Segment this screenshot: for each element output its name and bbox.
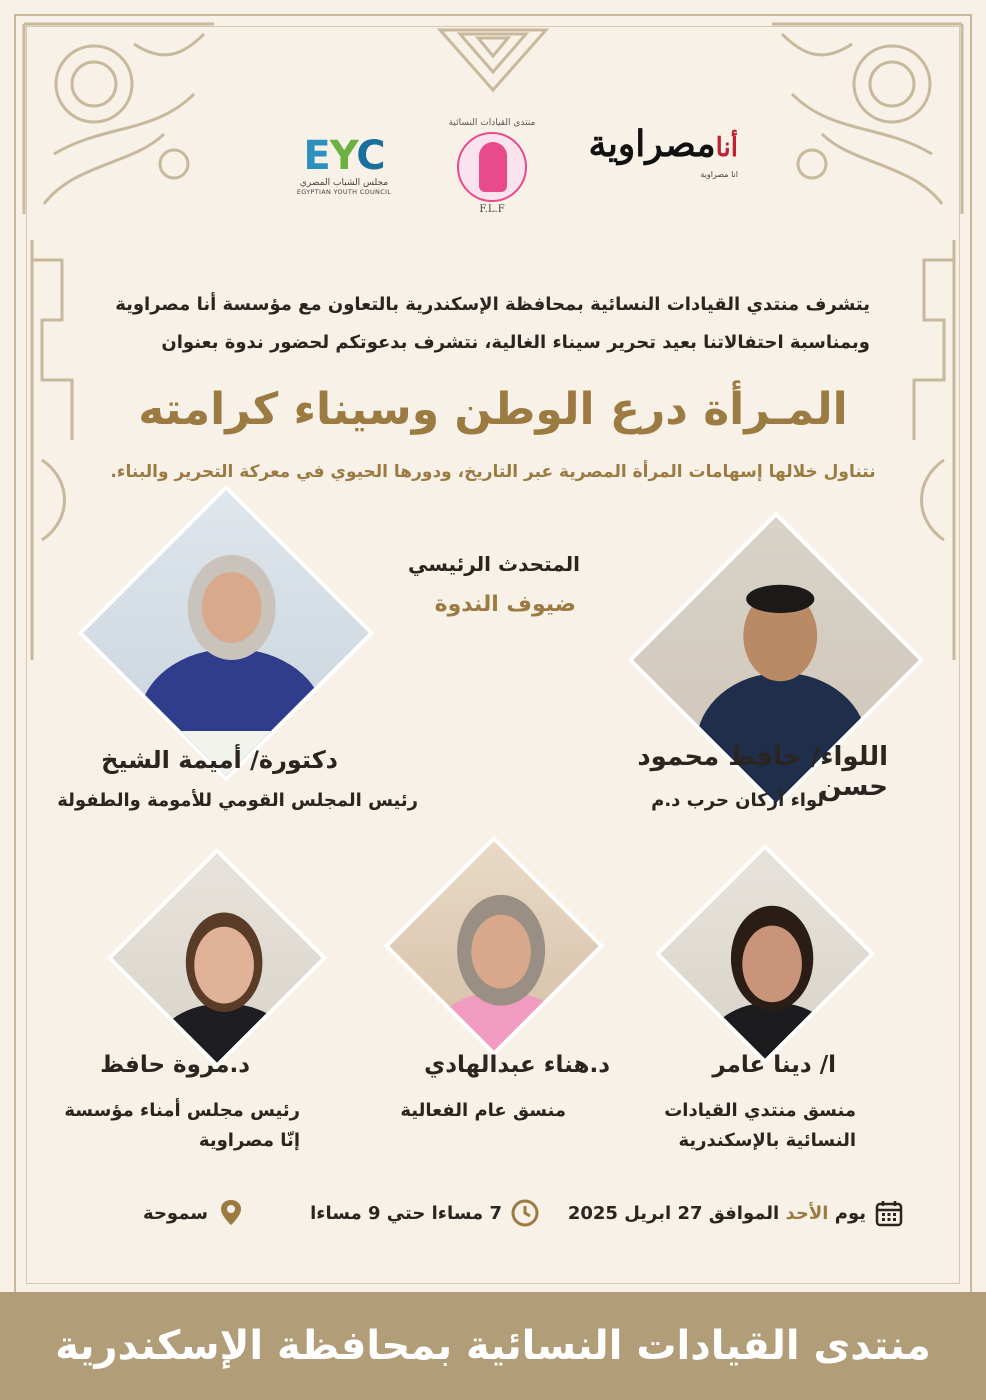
event-place (143, 1198, 246, 1228)
speaker-name-dina: ا/ دينا عامر (712, 1052, 836, 1078)
womens-forum-logo (440, 118, 544, 215)
side-ornament-left (22, 240, 92, 660)
masrawya-logo-word: أنامصراوية (588, 123, 738, 165)
speaker-name-omaima: دكتورة/ أميمة الشيخ (101, 746, 338, 774)
keynote-speaker-label: المتحدث الرئيسي (407, 552, 580, 576)
forum-logo-emblem (457, 132, 527, 202)
event-time-text: 7 مساءا حتي 9 مساءا (310, 1202, 502, 1224)
speaker-role-marwa-line2: إنّا مصراوية (198, 1130, 300, 1151)
speaker-role-marwa-line1: رئيس مجلس أمناء مؤسسة (64, 1100, 300, 1121)
eyc-logo-mark: EYC (303, 133, 385, 179)
speaker-name-hanaa: د.هناء عبدالهادي (424, 1052, 610, 1078)
event-date (568, 1198, 904, 1228)
side-ornament-right (894, 240, 964, 660)
intro-line-2: وبمناسبة احتفالاتنا بعيد تحرير سيناء الغالية، نتشرف بدعوتكم لحضور ندوة بعنوان (161, 332, 870, 353)
speaker-role-marwa (30, 1096, 300, 1156)
corner-ornament-top-left (14, 14, 244, 244)
speaker-role-dina-line1: منسق منتدي القيادات (664, 1100, 856, 1121)
forum-logo-abbr: F.L.F (479, 204, 505, 215)
calendar-icon (874, 1198, 904, 1228)
intro-line-1: يتشرف منتدي القيادات النسائية بمحافظة الإسكندرية بالتعاون مع مؤسسة أنا مصراوية (115, 294, 870, 315)
location-pin-icon (216, 1198, 246, 1228)
masrawya-logo-tag: انا مصراوية (700, 170, 738, 179)
clock-icon (510, 1198, 540, 1228)
seminar-title: المـرأة درع الوطن وسيناء كرامته (138, 384, 848, 435)
event-day-prefix: يوم (834, 1202, 866, 1224)
speaker-name-hafez: اللواء/ حافظ محمود حسن (637, 742, 888, 802)
event-day: الأحد (785, 1202, 829, 1224)
speaker-name-marwa: د.مروة حافظ (100, 1052, 250, 1078)
speaker-role-omaima: رئيس المجلس القومي للأمومة والطفولة (57, 790, 418, 811)
ana-masrawya-logo (588, 122, 738, 179)
footer-band (0, 1292, 986, 1400)
forum-logo-arc-text: منتدى القيادات النسائية (448, 118, 536, 128)
top-center-ornament (430, 20, 556, 100)
corner-ornament-top-right (742, 14, 972, 244)
eyc-logo-english: EGYPTIAN YOUTH COUNCIL (296, 188, 392, 196)
guests-label: ضيوف الندوة (434, 592, 576, 617)
event-date-text: الموافق 27 ابريل 2025 (567, 1202, 780, 1224)
eyc-logo-arabic: مجلس الشباب المصري (299, 178, 389, 188)
event-place-text: سموحة (143, 1202, 208, 1224)
event-time (310, 1198, 540, 1228)
speaker-role-dina-line2: النسائية بالإسكندرية (678, 1130, 856, 1151)
speaker-role-hanaa: منسق عام الفعالية (400, 1100, 566, 1121)
footer-title: منتدى القيادات النسائية بمحافظة الإسكندرية (55, 1323, 931, 1369)
eyc-logo (296, 133, 392, 196)
seminar-subtitle: نتناول خلالها إسهامات المرأة المصرية عبر التاريخ، ودورها الحيوي في معركة التحرير والبناء. (110, 462, 876, 482)
speaker-role-hafez: لواء أركان حرب د.م (651, 790, 824, 811)
speaker-role-dina (600, 1096, 856, 1156)
